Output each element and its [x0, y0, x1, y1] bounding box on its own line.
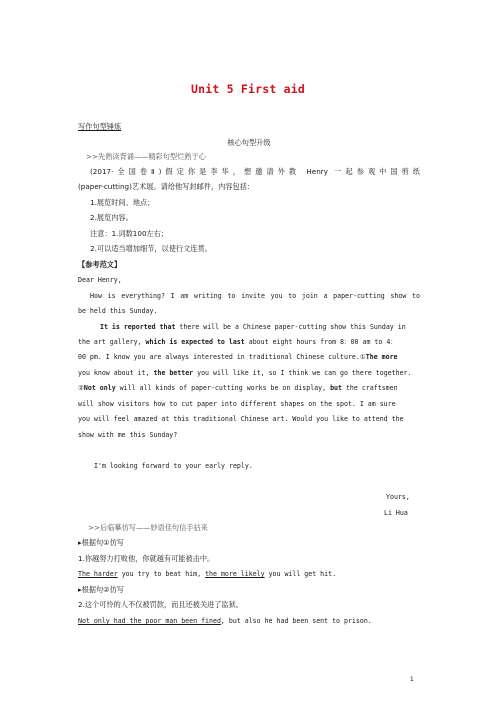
exercise-2-chinese: 2.这个可怜的人不仅被罚款，而且还被关进了监狱。	[78, 600, 243, 609]
note-1: 注意：1.词数100左右；	[90, 229, 169, 238]
paragraph-2-line-5: ②Not only will all kinds of paper-cutting works be on display, but the craftsmen	[78, 384, 398, 392]
subheading: 核心句型升级	[227, 138, 271, 147]
exercise-1-chinese: 1.你越努力打败他，你就越有可能被击中。	[78, 554, 215, 563]
key-phrase: The more	[365, 353, 398, 361]
step1-heading: >>先熟读背诵——精彩句型烂熟于心	[86, 152, 206, 161]
prompt-line-1: (2017·全国卷Ⅱ)假定你是李华，想邀请外教 Henry 一起参观中国剪纸	[90, 167, 420, 176]
key-phrase: It is reported that	[100, 323, 176, 331]
section-heading: 写作句型锤炼	[78, 122, 122, 131]
key-phrase: but	[330, 384, 342, 392]
paragraph-3: I'm looking forward to your early reply.	[94, 462, 253, 470]
paragraph-2-line-4: you know about it, the better you will like it, so I think we can go there together.	[78, 369, 412, 377]
key-phrase: which is expected to last	[145, 338, 245, 346]
paragraph-1-line-2: be held this Sunday.	[78, 307, 158, 315]
paragraph-2-line-3: 00 pm. I know you are always interested in traditional Chinese culture.①The more	[78, 353, 398, 361]
paragraph-2-line-6: will show visitors how to cut paper into different shapes on the spot. I am sure	[78, 400, 396, 408]
task-item-1: 1.展览时间、地点；	[90, 198, 155, 207]
paragraph-1-line-1: How is everything? I am writing to invite you to join a paper-cutting show to	[90, 292, 420, 300]
closing: Yours,	[386, 493, 410, 501]
paragraph-2-line-1: It is reported that there will be a Chinese paper-cutting show this Sunday in	[100, 323, 406, 331]
note-2: 2.可以适当增加细节，以使行文连贯。	[90, 244, 212, 253]
task-item-2: 2.展览内容。	[90, 213, 133, 222]
imitate-1-heading: ▸根据句①仿写	[78, 538, 124, 547]
greeting: Dear Henry,	[78, 276, 122, 284]
doc-title: Unit 5 First aid	[191, 82, 305, 96]
key-phrase: Not only	[83, 384, 116, 392]
imitate-2-heading: ▸根据句②仿写	[78, 585, 124, 594]
paragraph-2-line-7: you will feel amazed at this traditional Chinese art. Would you like to attend the	[78, 415, 404, 423]
exercise-1-answer: The harder you try to beat him, the more likely you will get hit.	[78, 570, 337, 578]
signature: Li Hua	[384, 509, 408, 517]
paragraph-2-line-8: show with me this Sunday?	[78, 431, 178, 439]
reference-heading: 【参考范文】	[78, 260, 122, 269]
step2-heading: >>后临摹仿写——妙语佳句信手拈来	[88, 523, 208, 532]
exercise-2-answer: Not only had the poor man been fined, but also he had been sent to prison.	[78, 617, 372, 625]
paragraph-2-line-2: the art gallery, which is expected to last about eight hours from 8：00 am to 4：	[78, 338, 397, 346]
key-phrase: the better	[153, 369, 194, 377]
page-number: 1	[410, 676, 414, 683]
prompt-line-2: (paper-cutting)艺术展。请给他写封邮件，内容包括：	[78, 182, 255, 191]
